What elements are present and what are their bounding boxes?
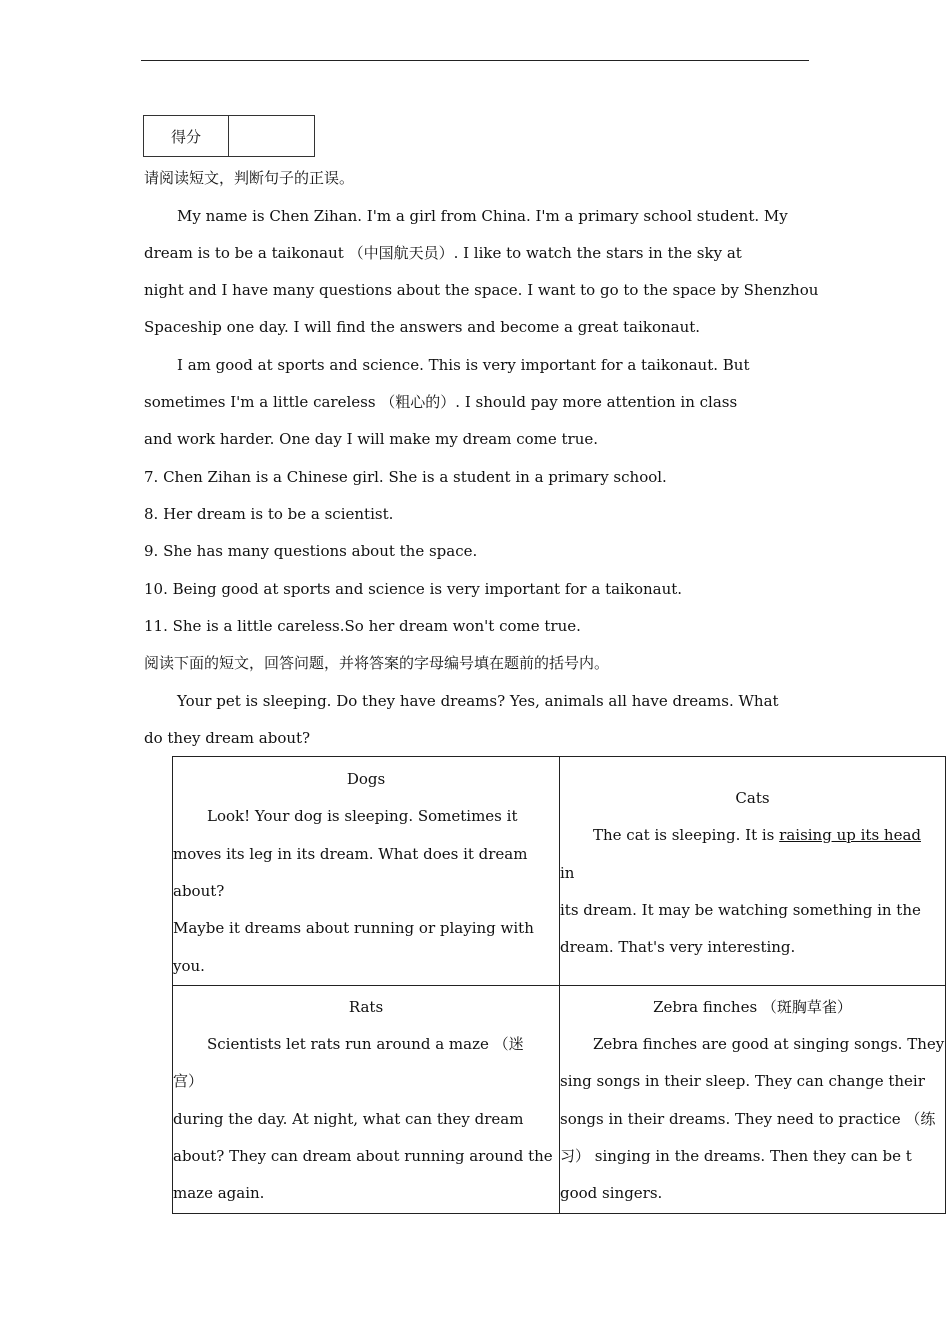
finches-line: songs in their dreams. They need to practice （练	[560, 1110, 936, 1128]
cats-cell	[559, 757, 945, 985]
question-7: 7. Chen Zihan is a Chinese girl. She is a student in a primary school.	[144, 468, 667, 486]
passage1-line: sometimes I'm a little careless （粗心的）. I should pay more attention in class	[144, 393, 738, 411]
dogs-cell	[173, 757, 559, 985]
passage1-line: Spaceship one day. I will find the answers and become a great taikonaut.	[144, 318, 701, 336]
cats-line: in	[560, 864, 575, 882]
animal-dreams-table	[172, 756, 946, 1214]
cats-line: dream. That's very interesting.	[560, 938, 796, 956]
passage2-line: do they dream about?	[144, 729, 311, 747]
score-value	[229, 116, 314, 156]
dogs-title: Dogs	[346, 770, 386, 788]
cats-line-1	[593, 825, 921, 845]
finches-line: Zebra finches are good at singing songs. They	[593, 1035, 945, 1053]
cats-line: its dream. It may be watching something in the	[560, 901, 921, 919]
dogs-line: Look! Your dog is sleeping. Sometimes it	[207, 807, 518, 825]
passage1-line: dream is to be a taikonaut （中国航天员）. I like to watch the stars in the sky at	[144, 244, 742, 262]
question-10: 10. Being good at sports and science is very important for a taikonaut.	[144, 580, 683, 598]
dogs-line: moves its leg in its dream. What does it dream	[173, 845, 528, 863]
rats-line: during the day. At night, what can they dream	[173, 1110, 524, 1128]
dogs-line: about?	[173, 882, 225, 900]
passage1-line: night and I have many questions about the space. I want to go to the space by Shenzhou	[144, 281, 819, 299]
rats-line: about? They can dream about running around the	[173, 1147, 553, 1165]
rats-line: Scientists let rats run around a maze （迷	[207, 1035, 524, 1053]
question-9: 9. She has many questions about the space.	[144, 542, 478, 560]
finches-line: 习） singing in the dreams. Then they can be t	[560, 1147, 912, 1165]
cats-title: Cats	[735, 789, 770, 807]
passage1-line: My name is Chen Zihan. I'm a girl from China. I'm a primary school student. My	[177, 207, 788, 225]
question-11: 11. She is a little careless.So her dream won't come true.	[144, 617, 581, 635]
finches-cell	[559, 985, 945, 1213]
dogs-line: you.	[173, 957, 205, 975]
passage2-line: Your pet is sleeping. Do they have dreams? Yes, animals all have dreams. What	[177, 692, 779, 710]
finches-line: sing songs in their sleep. They can change their	[560, 1072, 925, 1090]
passage1-line: and work harder. One day I will make my dream come true.	[144, 430, 599, 448]
header-rule	[141, 60, 809, 61]
finches-title: Zebra finches （斑胸草雀）	[653, 998, 852, 1016]
rats-line: maze again.	[173, 1184, 265, 1202]
rats-cell	[173, 985, 559, 1213]
score-box	[143, 115, 315, 157]
question-8: 8. Her dream is to be a scientist.	[144, 505, 394, 523]
instruction-judge: 请阅读短文，判断句子的正误。	[144, 169, 355, 187]
score-label: 得分	[144, 116, 229, 156]
cats-underlined-phrase: raising up its head	[779, 826, 921, 844]
rats-line: 宫）	[173, 1072, 204, 1090]
dogs-line: Maybe it dreams about running or playing with	[173, 919, 534, 937]
finches-line: good singers.	[560, 1184, 663, 1202]
cats-line-1-text: The cat is sleeping. It is	[593, 826, 780, 844]
instruction-answer: 阅读下面的短文，回答问题，并将答案的字母编号填在题前的括号内。	[144, 654, 610, 672]
rats-title: Rats	[348, 998, 384, 1016]
passage1-line: I am good at sports and science. This is very important for a taikonaut. But	[177, 356, 750, 374]
